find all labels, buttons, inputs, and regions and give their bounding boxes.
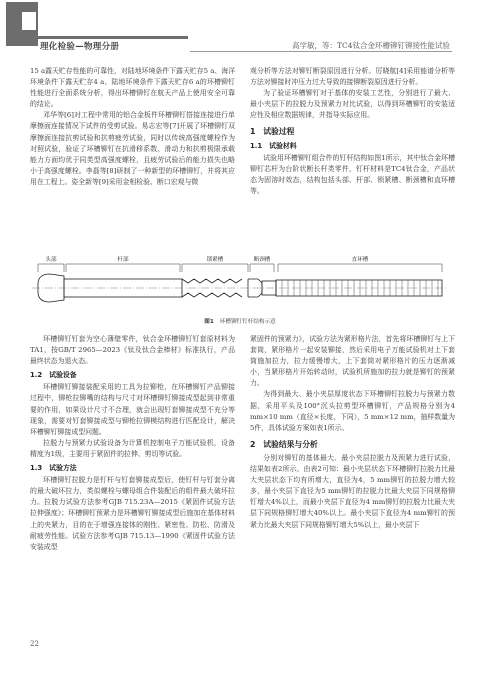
paragraph: 15 a露天贮存性能的可靠性，对陆地环境条件下露天贮存5 a、海洋环境条件下露天贮存4 a、陆地环境条件下露天贮存6 a的环槽铆钉性能进行全面系统分析，得出环槽铆钉在航天产品上使用安全可靠的结论。: [30, 67, 235, 109]
running-title: 高学敏，等：TC4钛合金环槽铆钉铆接性能试验: [291, 41, 450, 50]
paragraph: 紧固件的预紧力》，试验方法为紧形格片法，首先将环槽铆钉与上下套筒，紧形格片一起安装铆接，然后采用电子万能试验机对上下套筒施加拉力，拉力缓慢增大，上下套筒对紧形格片的压力逐渐减小，当紧形格片开始转动时，试验机所施加的拉力就是铆钉的预紧力。: [250, 335, 455, 388]
figure-caption: [0, 317, 480, 325]
paragraph: 试验用环槽铆钉组合件的钉杆结构如图1所示，其中钛合金环槽铆钉芯杆为台阶状断长杆类零件，钉杆材料是TC4钛合金，产品状态为固溶时效态，结构包括头部、杆部、锁紧槽、断颈槽和直环槽等。: [250, 153, 455, 195]
paragraph: 环槽铆钉钉套为空心薄壁零件，钛合金环槽铆钉钉套原材料为TA1，按GB/T 2965—2023《钛及钛合金棒材》标准执行，产品最终状态为退火态。: [30, 335, 235, 366]
section-heading: 1 试验过程: [250, 127, 295, 137]
label-locking-groove: 锁紧槽: [206, 257, 224, 263]
paragraph: 邓华等[6]对工程中常用的铝合金板件环槽铆钉搭接连接进行单摩擦面连接情况下试件的受剪试验。易志宏等[7]开展了环槽铆钉双摩擦面连接抗剪试验和抗剪疲劳试验，同时以传统高强度螺栓作为对照试验，验证了环槽铆钉在抗滑移系数、滑动力和抗剪极限承载能力方面均优于同类型高强度螺栓，且疲劳试验后的能力损失也略小于高强度螺栓。李磊等[8]研制了一种新型的环槽铆钉，并将其应用在工程上。姿全新等[9]采用金相检验、断口宏观与微: [30, 111, 235, 186]
paragraph: 拉脱力与预紧力试验设备为计算机控制电子万能试验机，设备精度为1级，主要用于紧固件的拉伸、剪切等试验。: [30, 438, 235, 458]
left-column-top: [30, 66, 235, 188]
paragraph: 为了验证环槽铆钉对于基体的安装工艺性，分别进行了最大、最小夹层下的拉脱力及预紧力对比试验，以得到环槽铆钉的安装适应性及相应数据规律，并指导实际应用。: [250, 89, 455, 120]
paragraph: 环槽铆钉铆接装配采用的工具为拉铆枪，在环槽铆钉产品铆接过程中，铆枪拉铆嘴的结构与尺寸对环槽铆钉铆接成型起到非常重要的作用，如果设计尺寸不合理，就会出现钉套铆接成型不充分等现象，需要对钉套铆接成型与铆枪拉铆模结构进行匹配设计，解决环槽铆钉铆接成型问题。: [30, 383, 235, 436]
label-head: 头部: [45, 257, 57, 263]
header-rule: [190, 51, 452, 52]
label-shank: 杆部: [117, 257, 129, 263]
paragraph: 观分析等方法对铆钉断裂原因进行分析。厉晓航[4]采用能谱分析等方法对铆接时冲压力过大导致的接铆断裂原因进行分析。: [250, 67, 455, 87]
left-column-bottom: [30, 334, 235, 553]
paragraph: 环槽铆钉拉脱力是钉杆与钉套铆接成型后，使钉杆与钉套分离的最大破坏拉力，类似螺栓与螺母组合件装配后的组件最大破坏拉力。拉脱力试验方法参考GJB 715.23A—2015《紧固件试验方法 拉伸强度》；环槽铆钉预紧力是环槽铆钉铆接成型后施加在基体材料上的夹紧力，目的在于增强连接体的刚性、紧密性、防松、防滑及耐疲劳性能。试验方法参考GJB 715.13—1990《紧固件试验方法 安装成型: [30, 476, 235, 551]
page-number: 22: [30, 640, 39, 648]
section-heading: 2 试验结果与分析: [250, 439, 318, 449]
figure-caption-text: 环槽铆钉钉杆结构示意: [219, 319, 276, 325]
subsection-heading: 1.2 试验设备: [30, 371, 77, 380]
right-column-bottom: [250, 334, 455, 531]
subsection-heading: 1.3 试验方法: [30, 464, 77, 473]
figure-number: 图1: [204, 319, 214, 325]
label-pull-groove: 直环槽: [351, 257, 369, 263]
journal-logo-icon: [6, 2, 38, 46]
page-header: [0, 0, 480, 52]
paragraph: 为得到最大、最小夹层厚度状态下环槽铆钉拉脱力与预紧力数据，采用平头及100°沉头拉剪型环槽铆钉，产品规格分别为4 mm×10 mm（直径×长度，下同），5 mm×12 mm，抽样数量为5件，具体试验方案如表1所示。: [250, 390, 455, 432]
right-column-top: [250, 66, 455, 197]
rivet-structure-figure: [30, 252, 450, 327]
journal-name: 理化检验—物理分册: [40, 42, 120, 52]
subsection-heading: 1.1 试验材料: [250, 141, 297, 150]
header-bar: [38, 36, 188, 39]
paragraph: 分别对铆钉的基体最大、最小夹层拉脱力及预紧力进行试验，结果如表2所示。由表2可知：最小夹层状态下环槽铆钉拉脱力比最大夹层状态下均有所增大，直径为4，5 mm铆钉的拉脱力增大较多，最小夹层下直径为5 mm铆钉的拉脱力比最大夹层下同规格铆钉增大4%以上，而最小夹层下直径为4 mm铆钉的拉脱力比最大夹层下同规格铆钉增大40%以上。最小夹层下直径为4 mm铆钉的预紧力比最大夹层下同规格铆钉增大5%以上，最小夹层下: [250, 453, 455, 529]
label-break-neck: 断颈槽: [253, 257, 271, 263]
